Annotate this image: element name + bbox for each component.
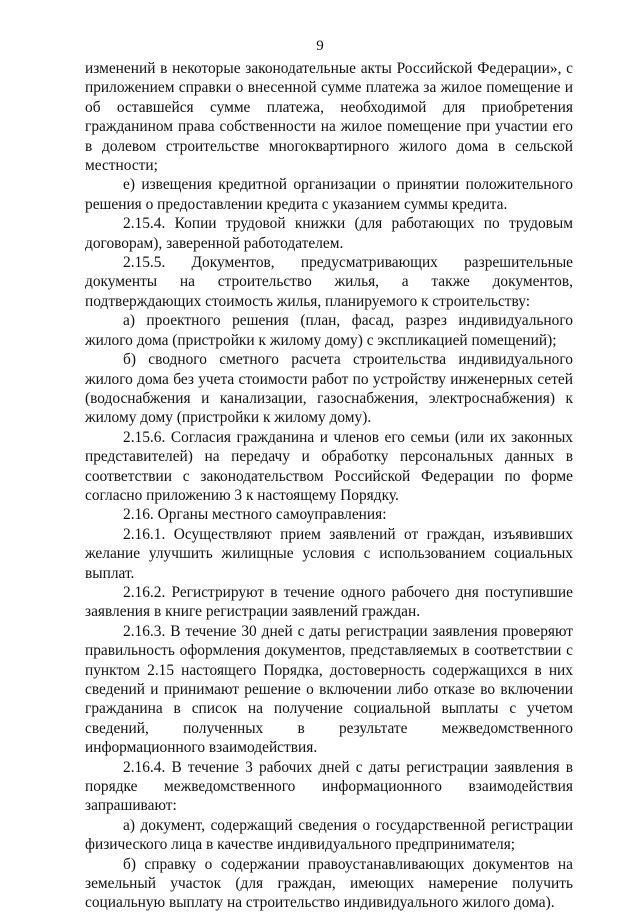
paragraph-2-15-5: 2.15.5. Документов, предусматривающих разрешительные документы на строительство жилья, а также документов, подтверждающих стоимость жилья, планируемого к строительству: bbox=[85, 254, 573, 310]
paragraph-item-e: е) извещения кредитной организации о принятии положительного решения о предоставлении кредита с указанием суммы кредита. bbox=[85, 176, 573, 213]
paragraph-2-15-6: 2.15.6. Согласия гражданина и членов его семьи (или их законных представителей) на передачу и обработку персональных данных в соответствии с законодательством Российской Федерации по форме согласно приложению 3 к настоящему Порядку. bbox=[85, 428, 573, 504]
paragraph-item-a-document: а) документ, содержащий сведения о государственной регистрации физического лица в качестве индивидуального предпринимателя; bbox=[85, 816, 573, 854]
page-number: 9 bbox=[316, 38, 324, 54]
paragraph-2-16-2: 2.16.2. Регистрируют в течение одного рабочего дня поступившие заявления в книге регистрации заявлений граждан. bbox=[85, 583, 573, 621]
paragraph-2-16-4: 2.16.4. В течение 3 рабочих дней с даты регистрации заявления в порядке межведомственного информационного взаимодействия запрашивают: bbox=[85, 758, 573, 815]
paragraph-2-15-4: 2.15.4. Копии трудовой книжки (для работающих по трудовым договорам), заверенной работодателем. bbox=[85, 215, 573, 252]
paragraph-2-16: 2.16. Органы местного самоуправления: bbox=[123, 506, 387, 524]
paragraph-2-16-1: 2.16.1. Осуществляют прием заявлений от граждан, изъявивших желание улучшить жилищные условия с использованием социальных выплат. bbox=[85, 525, 573, 582]
paragraph-continuation: изменений в некоторые законодательные акты Российской Федерации», с приложением справки о внесенной сумме платежа за жилое помещение и об оставшейся сумме платежа, необходимой для приобретения гражданином права собственности на жилое помещение при участии его в долевом строительстве многоквартирного жилого дома в сельской местности; bbox=[85, 60, 573, 175]
paragraph-2-16-3: 2.16.3. В течение 30 дней с даты регистрации заявления проверяют правильность оформления документов, представляемых в соответствии с пунктом 2.15 настоящего Порядка, достоверность содержащихся в них сведений и принимают решение о включении либо отказе во включении гражданина в список на получение социальной выплаты с учетом сведений, полученных в результате межведомственного информационного взаимодействия. bbox=[85, 622, 573, 757]
document-body bbox=[85, 59, 573, 913]
paragraph-item-b-certificate: б) справку о содержании правоустанавливающих документов на земельный участок (для граждан, имеющих намерение получить социальную выплату на строительство индивидуального жилого дома). bbox=[85, 855, 573, 912]
paragraph-item-b-estimate: б) сводного сметного расчета строительства индивидуального жилого дома без учета стоимости работ по устройству инженерных сетей (водоснабжения и канализации, газоснабжения, электроснабжения) к жилому дому (пристройки к жилому дому). bbox=[85, 351, 573, 427]
paragraph-item-a-project: а) проектного решения (план, фасад, разрез индивидуального жилого дома (пристройки к жилому дому) с экспликацией помещений); bbox=[85, 312, 573, 349]
